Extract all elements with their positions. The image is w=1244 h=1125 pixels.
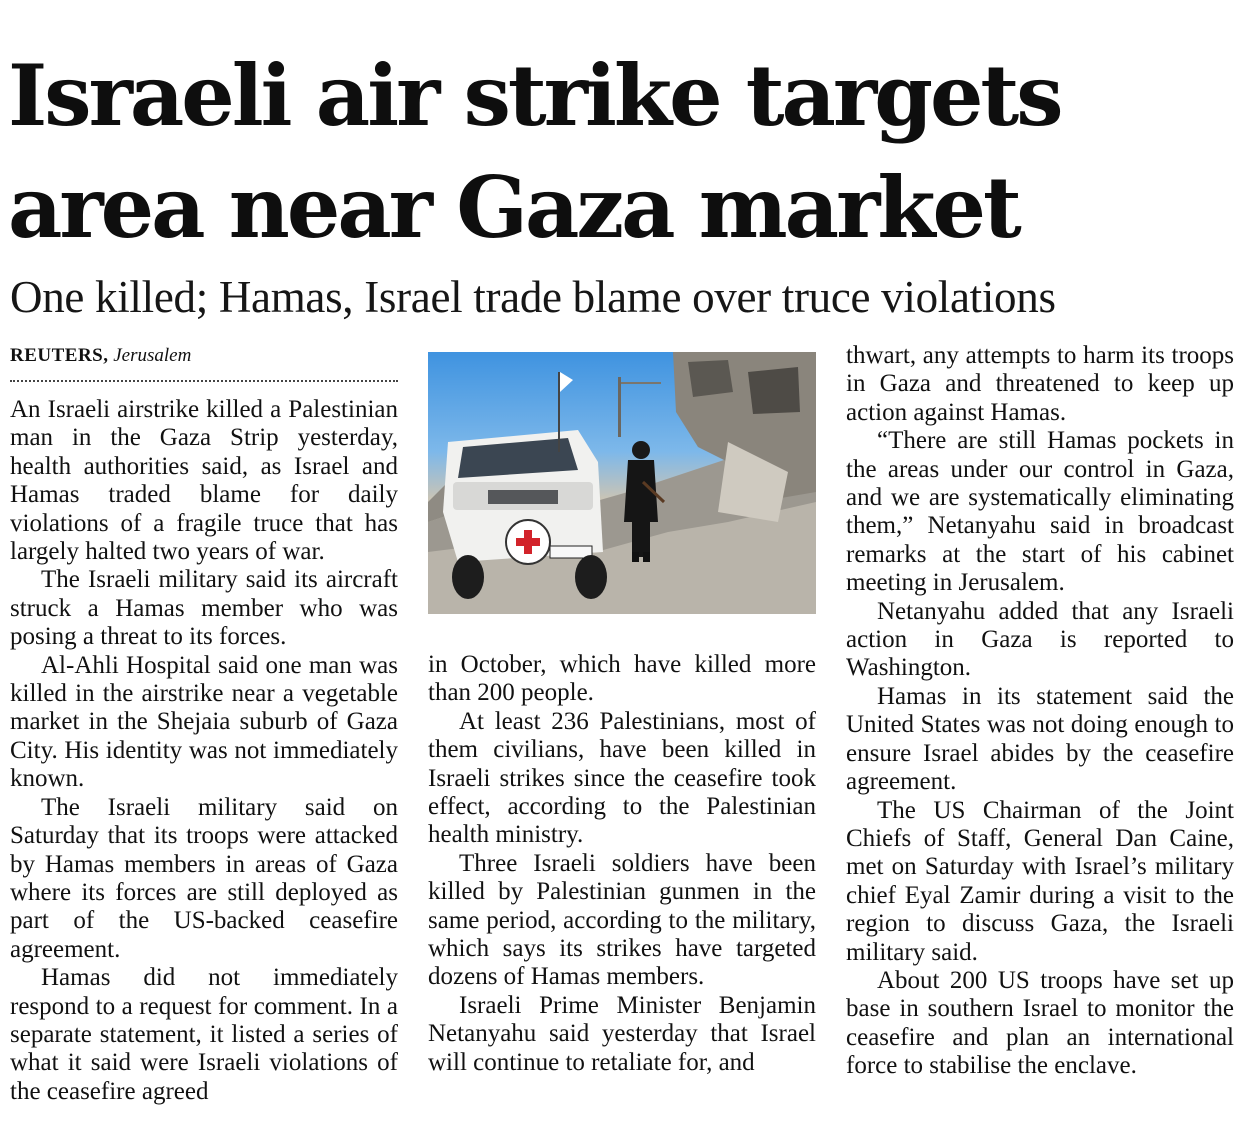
paragraph: Hamas did not immediately respond to a request for comment. In a separate statement, it listed a series of what it said were Israeli violations of the ceasefire agreed <box>10 964 398 1105</box>
news-photo <box>428 352 816 614</box>
byline-location: Jerusalem <box>113 345 192 366</box>
subheadline: One killed; Hamas, Israel trade blame over truce violations <box>10 272 1056 322</box>
byline <box>10 344 398 368</box>
headline-line-2: area near Gaza market <box>8 158 1019 257</box>
paragraph: An Israeli airstrike killed a Palestinian man in the Gaza Strip yesterday, health authorities said, as Israel and Hamas traded blame for daily violations of a fragile truce that has largely halted two years of war. <box>10 396 398 566</box>
paragraph: Hamas in its statement said the United States was not doing enough to ensure Israel abides by the ceasefire agreement. <box>846 682 1234 796</box>
paragraph: “There are still Hamas pockets in the areas under our control in Gaza, and we are systematically eliminating them,” Netanyahu said in broadcast remarks at the start of his cabinet meeting in Jerusalem. <box>846 427 1234 597</box>
paragraph: in October, which have killed more than 200 people. <box>428 651 816 707</box>
headline-line-1: Israeli air strike targets <box>8 46 1061 145</box>
article-column-3 <box>846 342 1234 1081</box>
article-column-1 <box>10 396 398 1106</box>
headline <box>8 40 1236 264</box>
paragraph: Israeli Prime Minister Benjamin Netanyahu said yesterday that Israel will continue to retaliate for, and <box>428 991 816 1076</box>
paragraph: The Israeli military said its aircraft struck a Hamas member who was posing a threat to its forces. <box>10 566 398 651</box>
byline-agency: REUTERS, <box>10 345 109 366</box>
paragraph: thwart, any attempts to harm its troops in Gaza and threatened to keep up action against Hamas. <box>846 342 1234 426</box>
byline-divider <box>10 380 398 382</box>
paragraph: Netanyahu added that any Israeli action in Gaza is reported to Washington. <box>846 597 1234 682</box>
paragraph: At least 236 Palestinians, most of them civilians, have been killed in Israeli strikes since the ceasefire took effect, according to the Palestinian health ministry. <box>428 707 816 849</box>
paragraph: The US Chairman of the Joint Chiefs of Staff, General Dan Caine, met on Saturday with Israel’s military chief Eyal Zamir during a visit to the region to discuss Gaza, the Israeli military said. <box>846 796 1234 966</box>
red-cross-vehicle-image <box>428 352 816 614</box>
paragraph: About 200 US troops have set up base in southern Israel to monitor the ceasefire and plan an international force to stabilise the enclave. <box>846 966 1234 1080</box>
paragraph: Three Israeli soldiers have been killed by Palestinian gunmen in the same period, according to the military, which says its strikes have targeted dozens of Hamas members. <box>428 849 816 991</box>
paragraph: Al-Ahli Hospital said one man was killed in the airstrike near a vegetable market in the Shejaia suburb of Gaza City. His identity was not immediately known. <box>10 651 398 793</box>
paragraph: The Israeli military said on Saturday that its troops were attacked by Hamas members in areas of Gaza where its forces are still deployed as part of the US-backed ceasefire agreement. <box>10 793 398 963</box>
article-column-2 <box>428 651 816 1077</box>
